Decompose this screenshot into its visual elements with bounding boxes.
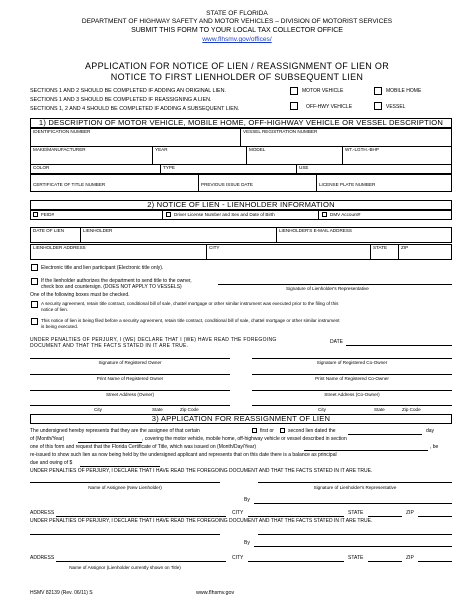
- second-lien-label: second lien dated the: [288, 428, 336, 434]
- checkbox-off-hwy-vehicle[interactable]: [290, 102, 298, 110]
- perjury-statement-line2: DOCUMENT AND THAT THE FACTS STATED IN IT ARE TRUE.: [30, 343, 189, 349]
- submit-instruction: SUBMIT THIS FORM TO YOUR LOCAL TAX COLLECTOR OFFICE: [131, 27, 343, 34]
- plate-label: LICENSE PLATE NUMBER: [319, 182, 376, 187]
- owner-signature-line[interactable]: [30, 358, 230, 359]
- coowner-city-line[interactable]: [252, 405, 452, 406]
- assignee-city-line[interactable]: [248, 516, 344, 517]
- reassign-text-3: one of this form and request that the Florida Certificate of Title, which was issued on (Month/Day/Year): [30, 444, 257, 450]
- date-label: DATE: [330, 339, 343, 345]
- zip-label: ZIP: [401, 245, 409, 250]
- coowner-state-caption: State: [374, 407, 385, 412]
- one-of-following: One of the following boxes must be checked.: [30, 292, 130, 298]
- assignor-state-line[interactable]: [368, 561, 402, 562]
- checkbox-motor-vehicle[interactable]: [290, 87, 298, 95]
- dmv-account-label: DMV Account#: [330, 212, 361, 217]
- coowner-zip-caption: Zip Code: [402, 407, 421, 412]
- coowner-signature-line[interactable]: [252, 358, 452, 359]
- assignor-city-line[interactable]: [248, 561, 344, 562]
- coowner-print-line[interactable]: [252, 374, 452, 375]
- checkbox-driver-license[interactable]: [166, 212, 171, 217]
- owner-zip-caption: Zip Code: [180, 407, 199, 412]
- day-label: day: [426, 428, 435, 434]
- email-label: LIENHOLDER'S E-MAIL ADDRESS: [279, 228, 352, 233]
- checkbox-prior-agreement[interactable]: [31, 301, 38, 308]
- title-issue-date-line[interactable]: [304, 450, 428, 451]
- checkbox-electronic[interactable]: [31, 264, 38, 271]
- reassign-perjury: UNDER PENALTIES OF PERJURY, I DECLARE THAT I HAVE READ THE FOREGOING DOCUMENT AND THAT THE FACTS STATED IN IT ARE TRUE.: [30, 468, 373, 474]
- instruction-2: SECTIONS 1 AND 3 SHOULD BE COMPLETED IF REASSIGNING A LIEN.: [30, 97, 212, 103]
- prior-agreement-line1: A security agreement, retain title contract, conditional bill of sale, chattel mortgage or other similar instrument was executed prior to the filing of this: [41, 301, 339, 306]
- assignee-signature-line[interactable]: [258, 482, 452, 483]
- city-label: CITY: [209, 245, 220, 250]
- checkbox-dmv-account[interactable]: [322, 212, 327, 217]
- owner-signature-caption: Signature of Registered Owner: [98, 360, 162, 365]
- assignee-zip-label: ZIP: [406, 510, 414, 516]
- coowner-street-line[interactable]: [252, 390, 452, 391]
- owner-print-line[interactable]: [30, 374, 230, 375]
- label-mobile-home: MOBILE HOME: [386, 88, 422, 94]
- owner-print-caption: Print Name of Registered Owner: [96, 376, 164, 381]
- assignor-city-label: CITY: [232, 555, 244, 561]
- checkbox-send-title-owner[interactable]: [31, 278, 38, 285]
- assignor-address-label: ADDRESS: [30, 555, 55, 561]
- electronic-label: Electronic title and lien participant (Electronic title only).: [41, 265, 164, 271]
- title-number-label: CERTIFICATE OF TITLE NUMBER: [33, 182, 106, 187]
- instruction-1: SECTIONS 1 AND 2 SHOULD BE COMPLETED IF ADDING AN ORIGINAL LIEN.: [30, 88, 227, 94]
- vessel-reg-label: VESSEL REGISTRATION NUMBER: [243, 129, 318, 134]
- lienholder-label: LIENHOLDER: [83, 228, 113, 233]
- driver-license-label: Driver License Number and Sex and Date of Birth: [174, 212, 275, 217]
- vin-label: IDENTIFICATION NUMBER: [33, 129, 91, 134]
- reassign-text-5: due and owing of $: [30, 460, 73, 466]
- department-heading: DEPARTMENT OF HIGHWAY SAFETY AND MOTOR VEHICLES – DIVISION OF MOTORIST SERVICES: [81, 18, 393, 25]
- checkbox-before-agreement[interactable]: [31, 318, 38, 325]
- checkbox-first-lien[interactable]: [252, 428, 257, 433]
- countersign-line[interactable]: [218, 284, 452, 285]
- owner-state-caption: State: [152, 407, 163, 412]
- assignor-perjury: UNDER PENALTIES OF PERJURY, I DECLARE THAT I HAVE READ THE FOREGOING DOCUMENT AND THAT THE FACTS STATED IN IT ARE TRUE.: [30, 518, 373, 524]
- owner-street-caption: Street Address (Owner): [106, 392, 154, 397]
- assignor-zip-line[interactable]: [418, 561, 452, 562]
- section2-heading: 2) NOTICE OF LIEN - LIENHOLDER INFORMATION: [30, 200, 452, 210]
- assignor-name-line[interactable]: [30, 534, 220, 535]
- owner-city-line[interactable]: [30, 405, 230, 406]
- assignor-by-line[interactable]: [254, 546, 452, 547]
- assignee-name-line[interactable]: [30, 482, 220, 483]
- state-label: STATE: [373, 245, 388, 250]
- checkbox-vessel[interactable]: [374, 102, 382, 110]
- make-label: MAKE/MANUFACTURER: [33, 147, 86, 152]
- assignor-signature-line[interactable]: [258, 534, 452, 535]
- state-heading: STATE OF FLORIDA: [206, 10, 268, 17]
- section1-heading: 1) DESCRIPTION OF MOTOR VEHICLE, MOBILE HOME, OFF-HIGHWAY VEHICLE OR VESSEL DESCRIPTION: [30, 118, 452, 128]
- assignor-state-label: STATE: [348, 555, 364, 561]
- label-motor-vehicle: MOTOR VEHICLE: [302, 88, 344, 94]
- first-or-label: first or: [260, 428, 274, 434]
- section3-heading: 3) APPLICATION FOR REASSIGNMENT OF LIEN: [30, 414, 452, 424]
- feid-label: FEID#: [41, 212, 55, 217]
- year-label: YEAR: [155, 147, 168, 152]
- instruction-3: SECTIONS 1, 2 AND 4 SHOULD BE COMPLETED IF ADDING A SUBSEQUENT LIEN.: [30, 106, 240, 112]
- label-vessel: VESSEL: [386, 104, 406, 110]
- reassign-text-1: The undersigned hereby represents that they are the assignee of that certain: [30, 428, 200, 434]
- send-title-line2: check box and countersign. (DOES NOT APPLY TO VESSELS): [41, 284, 182, 290]
- use-label: USE: [299, 165, 309, 170]
- address-row: [30, 244, 452, 260]
- before-agreement-line2: is being executed.: [41, 324, 79, 329]
- assignee-name-caption: Name of Assignee (New Lienholder): [88, 485, 162, 490]
- owner-street-line[interactable]: [30, 390, 230, 391]
- balance-due-line[interactable]: [80, 466, 160, 467]
- label-off-hwy-vehicle: OFF-HWY VEHICLE: [306, 104, 353, 110]
- assignor-name-caption: Name of Assignor (Lienholder currently shown on Title): [69, 565, 181, 570]
- address-label: LIENHOLDER ADDRESS: [33, 245, 86, 250]
- lien-day-line[interactable]: [348, 434, 422, 435]
- perjury-statement-line1: UNDER PENALTIES OF PERJURY, I (WE) DECLARE THAT I (WE) HAVE READ THE FOREGOING: [30, 337, 277, 343]
- previous-date-label: PREVIOUS ISSUE DATE: [201, 182, 253, 187]
- date-of-lien-label: DATE OF LIEN: [33, 228, 65, 233]
- before-agreement-line1: This notice of lien is being filed before a security agreement, retain title contract, conditional bill of sale, chattel mortgage or other similar instrument: [41, 318, 340, 323]
- assignee-by-label: By: [244, 497, 250, 503]
- reassign-text-3b: , be: [430, 444, 439, 450]
- assignee-address-label: ADDRESS: [30, 510, 55, 516]
- assignee-by-line[interactable]: [254, 503, 452, 504]
- assignor-by-label: By: [244, 540, 250, 546]
- coowner-city-caption: City: [318, 407, 326, 412]
- reassign-text-2: of (Month/Year): [30, 436, 65, 442]
- assignee-city-label: CITY: [232, 510, 244, 516]
- assignee-address-line[interactable]: [56, 516, 226, 517]
- color-label: COLOR: [33, 165, 50, 170]
- coowner-print-caption: Print Name of Registered Co-Owner: [315, 376, 389, 381]
- coowner-signature-caption: Signature of Registered Co-Owner: [316, 360, 388, 365]
- assignee-state-line[interactable]: [368, 516, 402, 517]
- offices-link[interactable]: www.flhsmv.gov/offices/: [202, 36, 272, 43]
- assignee-zip-line[interactable]: [418, 516, 452, 517]
- sig-rep-caption: Signature of Lienholder's Representative: [286, 286, 369, 291]
- assignor-address-line[interactable]: [56, 561, 226, 562]
- prior-agreement-line2: notice of lien.: [41, 307, 69, 312]
- date-line[interactable]: [346, 345, 452, 346]
- assignor-zip-label: ZIP: [406, 555, 414, 561]
- month-year-line[interactable]: [78, 442, 142, 443]
- coowner-street-caption: Street Address (Co-Owner): [324, 392, 380, 397]
- form-title-line1: APPLICATION FOR NOTICE OF LIEN / REASSIGNMENT OF LIEN OR: [84, 61, 389, 71]
- assignee-state-label: STATE: [348, 510, 364, 516]
- model-label: MODEL: [249, 147, 266, 152]
- footer-url[interactable]: www.flhsmv.gov: [196, 590, 235, 596]
- form-title-line2: NOTICE TO FIRST LIENHOLDER OF SUBSEQUENT LIEN: [110, 72, 364, 82]
- reassign-text-4: re-issued to show such lien as now being held by the undersigned applicant and represents that on this date there is a balance as principal: [30, 452, 337, 458]
- section1-grid: [30, 128, 452, 174]
- checkbox-second-lien[interactable]: [280, 428, 285, 433]
- wt-label: WT.-LGTH.-BHP: [345, 147, 379, 152]
- owner-city-caption: City: [94, 407, 102, 412]
- reassign-text-2b: , covering the motor vehicle, mobile home, off-highway vehicle or vessel described in section: [142, 436, 347, 442]
- type-label: TYPE: [163, 165, 175, 170]
- send-title-line1: If the lienholder authorizes the department to send title to the owner,: [41, 278, 192, 284]
- checkbox-mobile-home[interactable]: [374, 87, 382, 95]
- assignee-sig-caption: Signature of Lienholder's Representative: [313, 485, 397, 490]
- checkbox-feid[interactable]: [33, 212, 38, 217]
- form-number: HSMV 82139 (Rev. 06/11) S: [30, 590, 93, 596]
